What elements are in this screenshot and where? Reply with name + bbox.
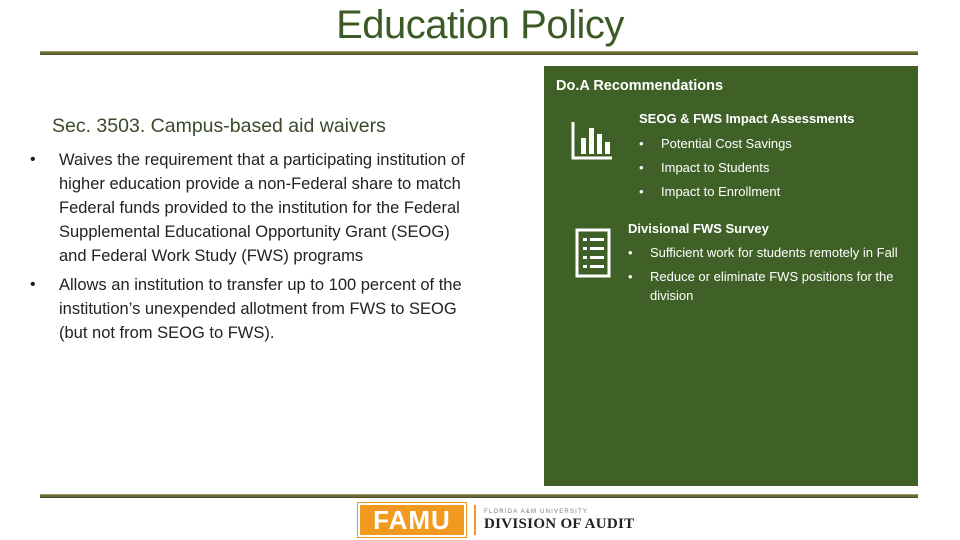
bullet-list <box>30 148 480 345</box>
impact-assessments-title: SEOG & FWS Impact Assessments <box>639 111 855 126</box>
list-item <box>639 158 899 177</box>
university-name: FLORIDA A&M UNIVERSITY <box>484 508 589 515</box>
list-item <box>30 148 480 268</box>
list-item-text: Waives the requirement that a participating institution of higher education provide a non-Federal share to match Federal funds provided to the institution for the Federal Supplemental Educational Opportunity Grant (SEOG) and Federal Work Study (FWS) programs <box>59 151 465 265</box>
bar-chart-icon <box>570 118 614 162</box>
slide-title: Education Policy <box>336 3 624 47</box>
left-content <box>30 112 480 350</box>
list-item <box>30 273 480 345</box>
famu-logo <box>358 505 634 535</box>
fws-survey-title: Divisional FWS Survey <box>628 221 769 236</box>
checklist-icon <box>575 228 611 278</box>
bullet-icon: • <box>30 151 36 168</box>
list-item-text: Impact to Enrollment <box>661 184 781 199</box>
bullet-icon: • <box>639 136 644 151</box>
list-item-text: Reduce or eliminate FWS positions for the division <box>650 269 894 303</box>
bullet-icon: • <box>628 269 633 284</box>
top-divider <box>40 51 918 55</box>
section-heading: Sec. 3503. Campus-based aid waivers <box>52 115 386 137</box>
bullet-icon: • <box>639 184 644 199</box>
list-item <box>639 134 899 153</box>
impact-assessments-list <box>639 134 899 206</box>
list-item <box>628 267 898 305</box>
list-item-text: Impact to Students <box>661 160 770 175</box>
list-item-text: Allows an institution to transfer up to 100 percent of the institution’s unexpended allotment from FWS to SEOG (but not from SEOG to FWS). <box>59 276 462 342</box>
list-item-text: Sufficient work for students remotely in Fall <box>650 245 898 260</box>
recommendations-panel <box>544 66 918 486</box>
list-item <box>628 243 898 262</box>
bottom-divider <box>40 494 918 498</box>
division-name: DIVISION OF AUDIT <box>484 515 635 532</box>
fws-survey-list <box>628 243 898 310</box>
famu-logo-mark: FAMU <box>358 503 466 537</box>
logo-text <box>484 508 634 533</box>
list-item-text: Potential Cost Savings <box>661 136 792 151</box>
list-item <box>639 182 899 201</box>
bullet-icon: • <box>628 245 633 260</box>
bullet-icon: • <box>639 160 644 175</box>
bullet-icon: • <box>30 276 36 293</box>
panel-title: Do.A Recommendations <box>556 78 724 94</box>
logo-separator <box>474 505 476 535</box>
